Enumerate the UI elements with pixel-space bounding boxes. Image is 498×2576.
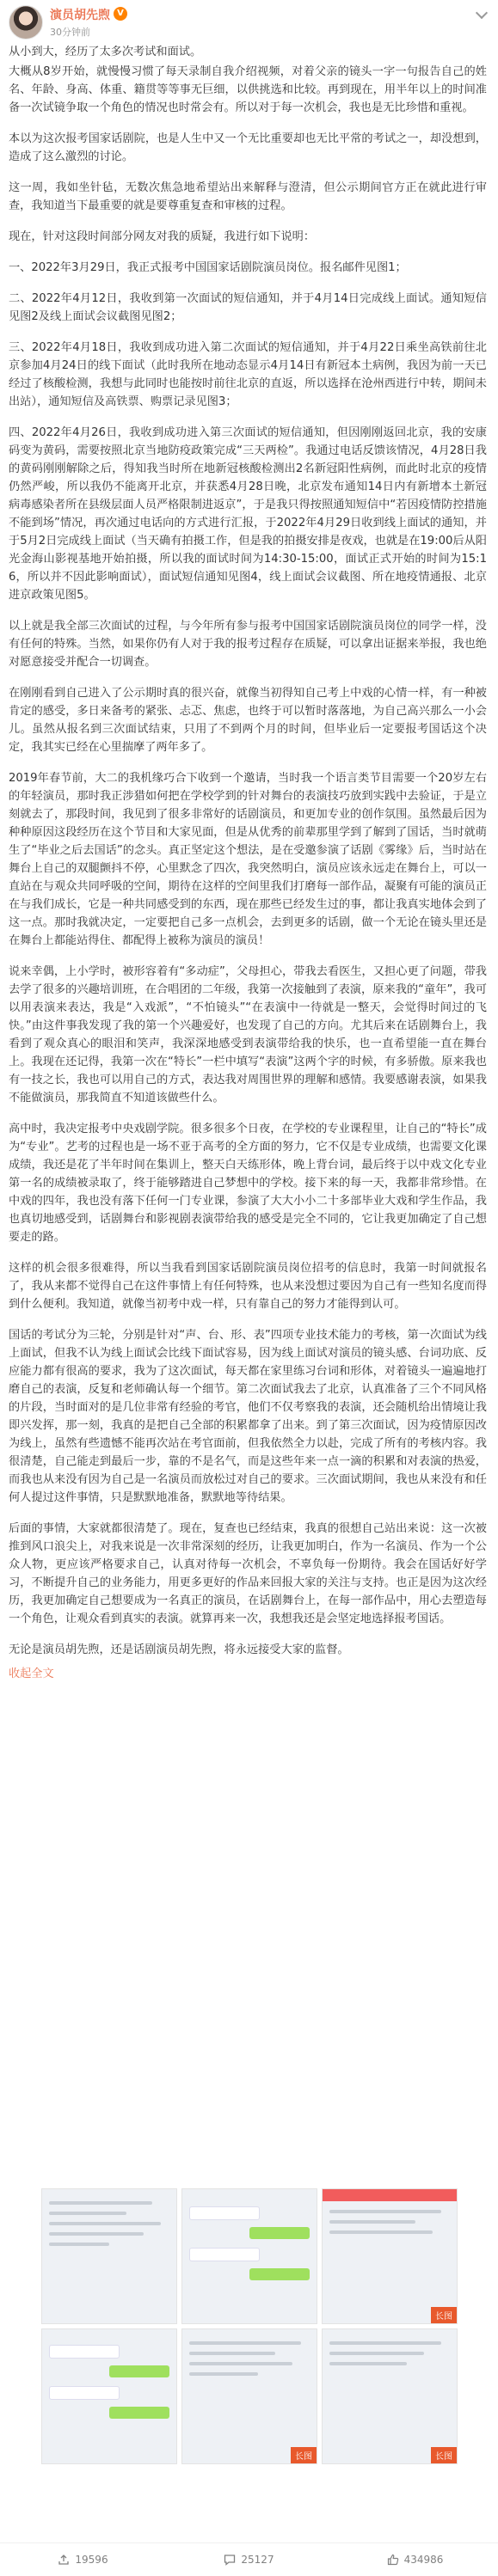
paragraph: 四、2022年4月26日，我收到成功进入第三次面试的短信通知，但因刚刚返回北京，我的安康码变为黄码，需要按照北京当地防疫政策完成“三天两检”。我通过电话反馈该情况，4月28日我的黄码刚刚解除之后，得知我当时所在地新冠核酸检测出2名新冠阳性病例，而此时北京的疫情仍然严峻，所以我仍不能离开北京，并获悉4月28日晚，北京发布通知14日内有新增本土新冠病毒感染者所在县级层面人员严格限制进返京”，于是我只得按照通知短信中“若因疫情防控措施不能到场”情况，再次通过电话向的方式进行汇报，于2022年4月29日收到线上面试的通知，并于5月2日完成线上面试（当天确有拍摄工作，但是我的拍摄安排是夜戏，也就是在19:00后从阳光金海山影视基地开始拍摄，所以我的面试时间为14:30-15:00，面试正式开始的时间为15:16，所以并不因此影响面试），面试短信通知见图4，线上面试会议截图、所在地疫情通报、北京进京政策见图5。 xyxy=(9,426,487,602)
post-image[interactable] xyxy=(322,2328,458,2464)
share-count: 19596 xyxy=(75,2554,108,2566)
paragraph: 现在，针对这段时间部分网友对我的质疑，我进行如下说明： xyxy=(9,230,316,243)
comment-button[interactable] xyxy=(166,2543,332,2576)
post-image[interactable] xyxy=(181,2188,317,2324)
paragraph: 从小到大，经历了太多次考试和面试。 xyxy=(9,46,202,58)
share-button[interactable] xyxy=(0,2543,166,2576)
action-bar xyxy=(0,2542,498,2576)
thumbs-up-icon xyxy=(387,2554,399,2566)
paragraph: 本以为这次报考国家话剧院，也是人生中又一个无比重要却也无比平常的考试之一，却没想到，造成了这么激烈的讨论。 xyxy=(9,132,487,163)
paragraph: 这一周，我如坐针毡，无数次焦急地希望站出来解释与澄清，但公示期间官方正在就此进行审查，我知道当下最重要的就是要尊重复查和审核的过程。 xyxy=(9,181,487,212)
long-image-badge: 长图 xyxy=(431,2307,457,2323)
post-image[interactable] xyxy=(41,2328,177,2464)
paragraph: 在刚刚看到自己进入了公示期时真的很兴奋，就像当初得知自己考上中戏的心情一样，有一种被肯定的感受，多日来备考的紧张、忐忑、焦虑，也终于可以暂时落落地，为自己高兴那么一小会儿。虽然从报名到三次面试结束，只用了不到两个月的时间，但毕业后一定要报考国话这个决定，我其实已经在心里揣摩了两年多了。 xyxy=(9,687,487,754)
post-timestamp: 30分钟前 xyxy=(50,27,90,38)
paragraph: 大概从8岁开始，就慢慢习惯了每天录制自我介绍视频，对着父亲的镜头一字一句报告自己的姓名、年龄、身高、体重、籍贯等等事无巨细，以供挑选和比较。再到现在，用半年以上的时间准备一次试镜争取一个角色的情况也时常会有。所以对于每一次机会，我也是无比珍惜和重视。 xyxy=(9,65,487,114)
comment-count: 25127 xyxy=(241,2554,274,2566)
share-icon xyxy=(58,2554,70,2566)
image-grid xyxy=(41,2188,458,2464)
paragraph: 2019年春节前，大二的我机缘巧合下收到一个邀请，当时我一个语言类节目需要一个20岁左右的年轻演员，那时我正涉猎如何把在学校学到的针对舞台的表演技巧放到实践中去验证，于是立刻就去了，那段时间，我见到了很多非常好的话剧演员，和更加专业的创作氛围。虽然最后因为种种原因这段经历在这个节目和大家见面，但是从优秀的前辈那里学到了解到了国话，当时就萌生了“毕业之后去国话”的念头。真正坚定这个想法，是在受邀参演了话剧《雾缘》后，当时站在舞台上自己的双腿颤抖不停，心里默念了四次，我突然明白，演员应该永远走在舞台上，可以一直站在与观众共同呼吸的空间，期待在这样的空间里我们打磨每一部作品，凝聚有可能的演员正在与我们成长，它是一种共同感受到的东西，现在那些已经发生过的事，都让我真实地体会到了这一点。那时我就决定，一定要把自己多一点机会，去到更多的话剧，做一个无论在镜头里还是在舞台上都能站得住、都配得上被称为演员的演员！ xyxy=(9,772,487,947)
paragraph: 后面的事情，大家就都很清楚了。现在，复查也已经结束，我真的很想自己站出来说：这一次被推到风口浪尖上，对我来说是一次非常深刻的经历，让我更加明白，作为一名演员、作为一个公众人物，更应该严格要求自己，认真对待每一次机会，不辜负每一份期待。我会在国话好好学习，不断提升自己的业务能力，用更多更好的作品来回报大家的关注与支持。也正是因为这次经历，我更加确定自己想要成为一名真正的演员，在话剧舞台上，在每一部作品中，用心去塑造每一个角色，让观众看到真实的表演。就算再来一次，我想我还是会坚定地选择报考国话。 xyxy=(9,1522,487,1625)
paragraph: 二、2022年4月12日，我收到第一次面试的短信通知，并于4月14日完成线上面试。通知短信见图2及线上面试会议截图见图2； xyxy=(9,292,487,323)
collapse-link[interactable]: 收起全文 xyxy=(9,1667,54,1680)
long-image-badge: 长图 xyxy=(291,2447,317,2463)
like-button[interactable] xyxy=(332,2543,498,2576)
paragraph: 以上就是我全部三次面试的过程，与今年所有参与报考中国国家话剧院演员岗位的同学一样，没有任何的特殊。当然，如果你仍有人对于我的报考过程存在质疑，可以拿出证据来举报，我也绝对愿意接受并配合一切调查。 xyxy=(9,620,487,669)
paragraph: 国话的考试分为三轮，分别是针对“声、台、形、表”四项专业技术能力的考核，第一次面试为线上面试，但我不认为线上面试会比线下面试容易，因为线上面试对演员的镜头感、台词功底、反应能力都有很高的要求，我为了这次面试，每天都在家里练习台词和形体，对着镜头一遍遍地打磨自己的表演，反复和老师确认每一个细节。第二次面试我去了北京，认真准备了三个不同风格的片段，当时面对的是几位非常有经验的考官，他们不仅考察我的表演，还会随机给出情境让我即兴发挥，那一刻，我真的是把自己全部的积累都拿了出来。到了第三次面试，因为疫情原因改为线上，虽然有些遗憾不能再次站在考官面前，但我依然全力以赴，完成了所有的考核内容。我很清楚，自己能走到最后一步，靠的不是名气，而是这些年来一点一滴的积累和对表演的热爱，而我也从来没有因为自己是一名演员而放松过对自己的要求。三次面试期间，我也从来没有和任何人提过这件事情，只是默默地准备，默默地等待结果。 xyxy=(9,1329,487,1504)
paragraph: 说来幸偶，上小学时，被形容着有“多动症”，父母担心，带我去看医生，又担心更了问题，带我去学了很多的兴趣培训班，在合唱团的二年级，我第一次接触到了表演，原来我的“童年”，我可以用表演来表达，我是“入戏派”，“不怕镜头”“在表演中一待就是一整天，会觉得时间过的飞快。”由这件事我发现了我的第一个兴趣爱好，也发现了自己的方向。尤其后来在话剧舞台上，我看到了观众真心的眼泪和笑声，我深深地感受到表演带给我的快乐，也一直希望能一直在舞台上。我现在还记得，我第一次在“特长”一栏中填写“表演”这两个字的时候，有多骄傲。原来我也有一技之长，我也可以用自己的方式，表达我对周围世界的理解和感情。我要感谢表演，如果我不能做演员，那我简直不知道该做些什么。 xyxy=(9,965,487,1104)
paragraph: 一、2022年3月29日，我正式报考中国国家话剧院演员岗位。报名邮件见图1； xyxy=(9,261,407,274)
like-count: 434986 xyxy=(403,2554,444,2566)
avatar[interactable] xyxy=(9,5,43,40)
post-image[interactable] xyxy=(322,2188,458,2324)
verified-badge-icon: V xyxy=(114,7,127,21)
paragraph: 这样的机会很多很难得，所以当我看到国家话剧院演员岗位招考的信息时，我第一时间就报名了，我从来都不觉得自己在这件事情上有任何特殊，也从来没想过要因为自己有一些知名度而得到什么便利。我知道，就像当初考中戏一样，只有靠自己的努力才能得到认可。 xyxy=(9,1262,487,1311)
paragraph: 无论是演员胡先煦，还是话剧演员胡先煦，将永远接受大家的监督。 xyxy=(9,1643,349,1656)
paragraph: 高中时，我决定报考中央戏剧学院。很多很多个日夜，在学校的专业课程里，让自己的“特长”成为“专业”。艺考的过程也是一场不亚于高考的全方面的努力，它不仅是专业成绩，也需要文化课成绩，我还是花了半年时间在集训上，整天白天练形体，晚上背台词，最后终于以中戏文化专业第一名的成绩被录取了，终于能够踏进自己梦想中的学校。接下来的每一天，我都非常珍惜。在中戏的四年，我也没有落下任何一门专业课，参演了大大小小二十多部毕业大戏和学生作品，我也真切地感受到，话剧舞台和影视剧表演带给我的感受是完全不同的，它让我更加确定了自己想要走的路。 xyxy=(9,1123,487,1244)
long-image-badge: 长图 xyxy=(431,2447,457,2463)
post-body xyxy=(9,43,487,1696)
post-image[interactable] xyxy=(181,2328,317,2464)
post-image[interactable] xyxy=(41,2188,177,2324)
username[interactable]: 演员胡先煦 xyxy=(50,9,110,22)
chevron-down-icon[interactable] xyxy=(476,7,488,19)
comment-icon xyxy=(224,2554,236,2566)
paragraph: 三、2022年4月18日，我收到成功进入第二次面试的短信通知，并于4月22日乘坐高铁前往北京参加4月24日的线下面试（此时我所在地动态显示4月14日有新冠本土病例，我因为前一天已经过了核酸检测，我想与此同时也能按时前往北京的直返，所以选择在沧州西进行中转，期间未出站），通知短信及高铁票、购票记录见图3； xyxy=(9,341,487,408)
